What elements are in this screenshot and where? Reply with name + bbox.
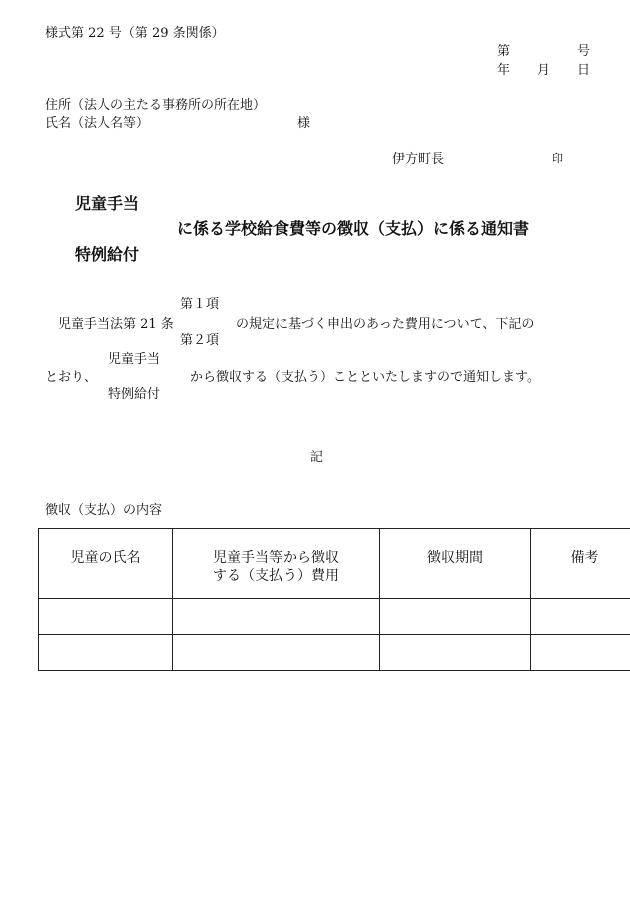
date-year: 年 — [497, 63, 511, 78]
title-option-jidou-teate: 児童手当 — [75, 194, 140, 213]
body-line2-end: から徴収する（支払う）ことといたしますので通知します。 — [190, 370, 540, 385]
clause-option-1: 第１項 — [180, 297, 220, 312]
date-month: 月 — [537, 63, 551, 78]
cell-period[interactable] — [380, 635, 531, 671]
cell-remarks[interactable] — [531, 599, 630, 635]
cell-period[interactable] — [380, 599, 531, 635]
clause-option-2: 第２項 — [180, 333, 220, 348]
table-row — [39, 635, 630, 671]
form-number: 様式第 22 号（第 29 条関係） — [45, 26, 225, 41]
cell-child-name[interactable] — [39, 635, 173, 671]
seal-mark: 印 — [552, 152, 563, 165]
header-child-name: 児童の氏名 — [39, 529, 173, 599]
date-day: 日 — [577, 63, 591, 78]
section-heading: 徴収（支払）の内容 — [45, 503, 163, 518]
ki-heading: 記 — [310, 450, 324, 465]
issuer: 伊方町長 — [392, 152, 445, 167]
name-label: 氏名（法人名等） — [45, 116, 150, 131]
header-remarks: 備考 — [531, 529, 630, 599]
address-label: 住所（法人の主たる事務所の所在地） — [45, 98, 267, 113]
content-table — [38, 528, 630, 671]
doc-number-suffix: 号 — [577, 44, 591, 59]
header-cost-line2: する（支払う）費用 — [213, 568, 339, 585]
title-option-tokurei-kyufu: 特例給付 — [75, 245, 140, 264]
header-cost-line1: 児童手当等から徴収 — [213, 550, 339, 566]
table-header-row — [39, 529, 630, 599]
honorific: 様 — [297, 116, 311, 131]
cell-child-name[interactable] — [39, 599, 173, 635]
cell-remarks[interactable] — [531, 635, 630, 671]
table-row — [39, 599, 630, 635]
cell-cost[interactable] — [173, 599, 380, 635]
body-option-tokurei-kyufu: 特例給付 — [108, 387, 161, 402]
cell-cost[interactable] — [173, 635, 380, 671]
doc-number-prefix: 第 — [497, 44, 511, 59]
header-period: 徴収期間 — [380, 529, 531, 599]
header-cost — [173, 529, 380, 599]
page-title: に係る学校給食費等の徴収（支払）に係る通知書 — [177, 219, 530, 238]
body-line1-end: の規定に基づく申出のあった費用について、下記の — [236, 317, 535, 332]
body-line1-start: 児童手当法第 21 条 — [58, 317, 174, 332]
body-option-jidou-teate: 児童手当 — [108, 352, 161, 367]
body-line2-start: とおり、 — [45, 370, 98, 385]
